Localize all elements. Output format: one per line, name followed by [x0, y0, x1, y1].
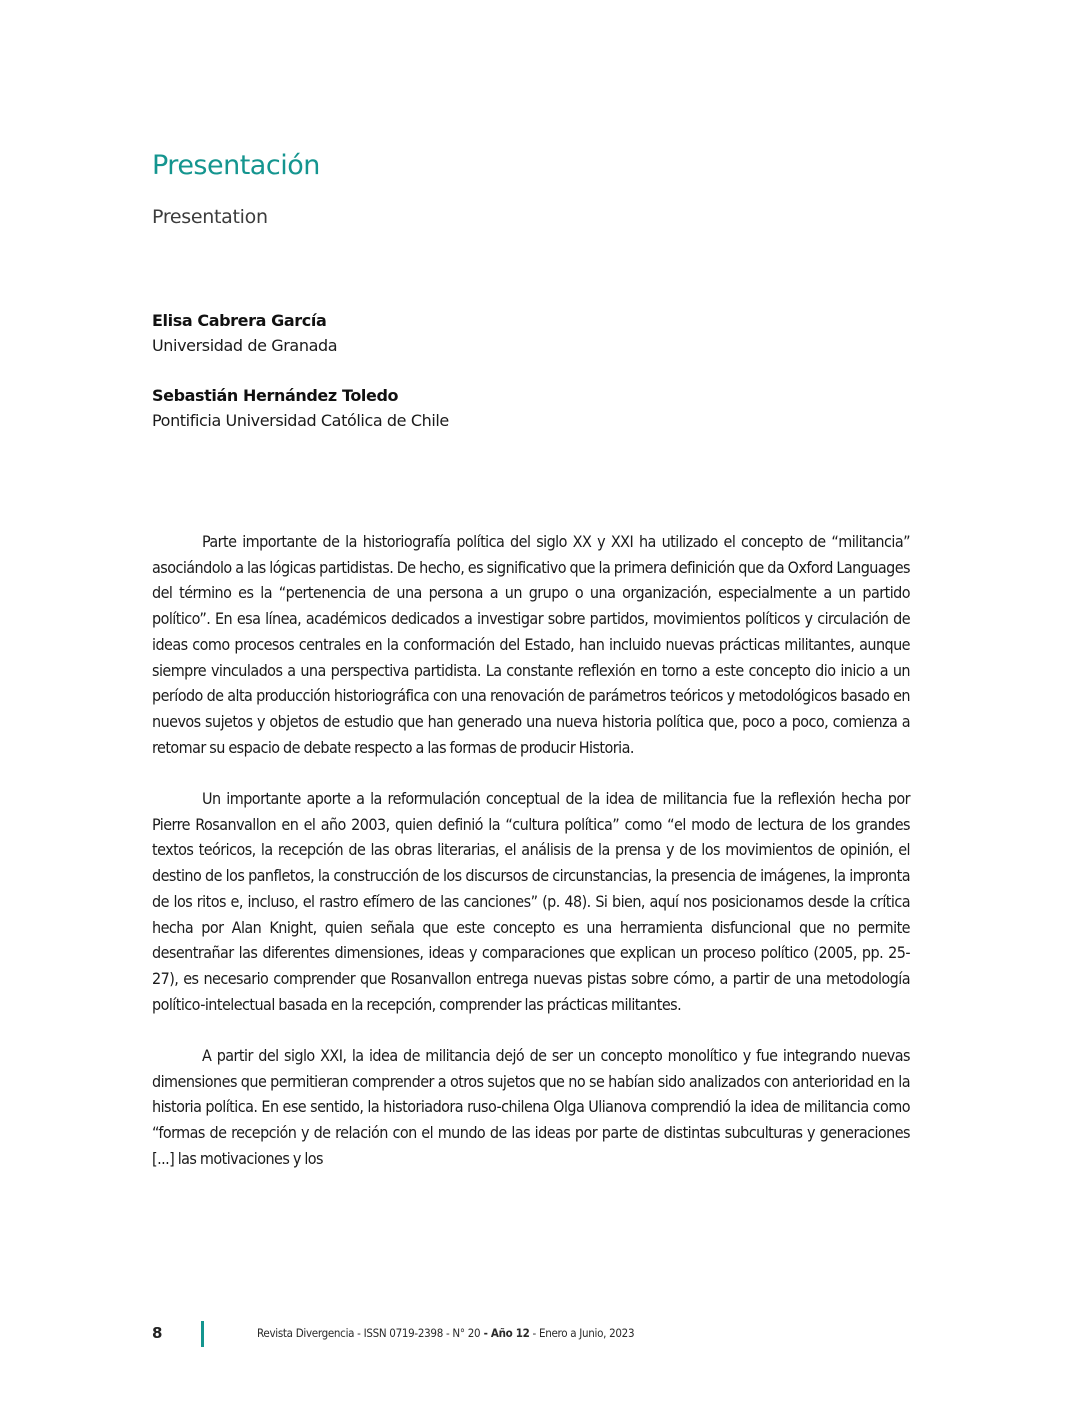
page-footer: [152, 1321, 912, 1349]
body-paragraph: Un importante aporte a la reformulación conceptual de la idea de militancia fue la reflexión hecha por Pierre Rosanvallon en el año 2003, quien definió la “cultura política” como “el modo de lectura de los grandes textos teóricos, la recepción de las obras literarias, el análisis de la prensa y de los movimientos de opinión, el destino de los panfletos, la construcción de los discursos de circunstancias, la presencia de imágenes, la impronta de los ritos e, incluso, el rastro efímero de las canciones” (p. 48). Si bien, aquí nos posicionamos desde la crítica hecha por Alan Knight, quien señala que este concepto es una herramienta disfuncional que no permite desentrañar las diferentes dimensiones, ideas y comparaciones que explican un proceso político (2005, pp. 25-27), es necesario comprender que Rosanvallon entrega nuevas pistas sobre cómo, a partir de una metodología político-intelectual basada en la recepción, comprender las prácticas militantes.: [152, 789, 910, 1014]
article-title: Presentación: [152, 150, 320, 181]
author-block: [152, 308, 337, 358]
author-name: Sebastián Hernández Toledo: [152, 386, 399, 405]
body-paragraph: Parte importante de la historiografía política del siglo XX y XXI ha utilizado el concepto de “militancia” asociándolo a las lógicas partidistas. De hecho, es significativo que la primera definición que da Oxford Languages del término es la “pertenencia de una persona a un grupo o una organización, especialmente a un partido político”. En esa línea, académicos dedicados a investigar sobre partidos, movimientos políticos y circulación de ideas como procesos centrales en la conformación del Estado, han incluido nuevas prácticas militantes, aunque siempre vinculados a una perspectiva partidista. La constante reflexión en torno a este concepto dio inicio a un período de alta producción historiográfica con una renovación de parámetros teóricos y metodológicos basado en nuevos sujetos y objetos de estudio que han generado una nueva historia política que, poco a poco, comienza a retomar su espacio de debate respecto a las formas de producir Historia.: [152, 532, 910, 757]
page-number: 8: [152, 1324, 163, 1342]
journal-period: Enero a Junio, 2023: [538, 1326, 635, 1340]
journal-name: Revista Divergencia: [257, 1326, 355, 1340]
article-subtitle-english: Presentation: [152, 206, 268, 228]
body-paragraph: A partir del siglo XXI, la idea de militancia dejó de ser un concepto monolítico y fue integrando nuevas dimensiones que permitieran comprender a otros sujetos que no se habían sido analizados con anterioridad en la historia política. En ese sentido, la historiadora ruso-chilena Olga Ulianova comprendió la idea de militancia como “formas de recepción y de relación con el mundo de las ideas por parte de distintas subculturas y generaciones [...] las motivaciones y los: [152, 1046, 910, 1168]
footer-divider: [201, 1321, 204, 1347]
journal-issn: ISSN 0719-2398: [363, 1326, 443, 1340]
article-body: [152, 529, 910, 1197]
author-name: Elisa Cabrera García: [152, 311, 327, 330]
author-affiliation: Universidad de Granada: [152, 336, 338, 355]
journal-year: Año 12: [490, 1326, 530, 1340]
journal-citation: Revista Divergencia - ISSN 0719-2398 - N° 20 - Año 12 - Enero a Junio, 2023: [257, 1326, 635, 1340]
journal-number: N° 20: [452, 1326, 481, 1340]
author-affiliation: Pontificia Universidad Católica de Chile: [152, 411, 449, 430]
author-block: [152, 383, 449, 433]
